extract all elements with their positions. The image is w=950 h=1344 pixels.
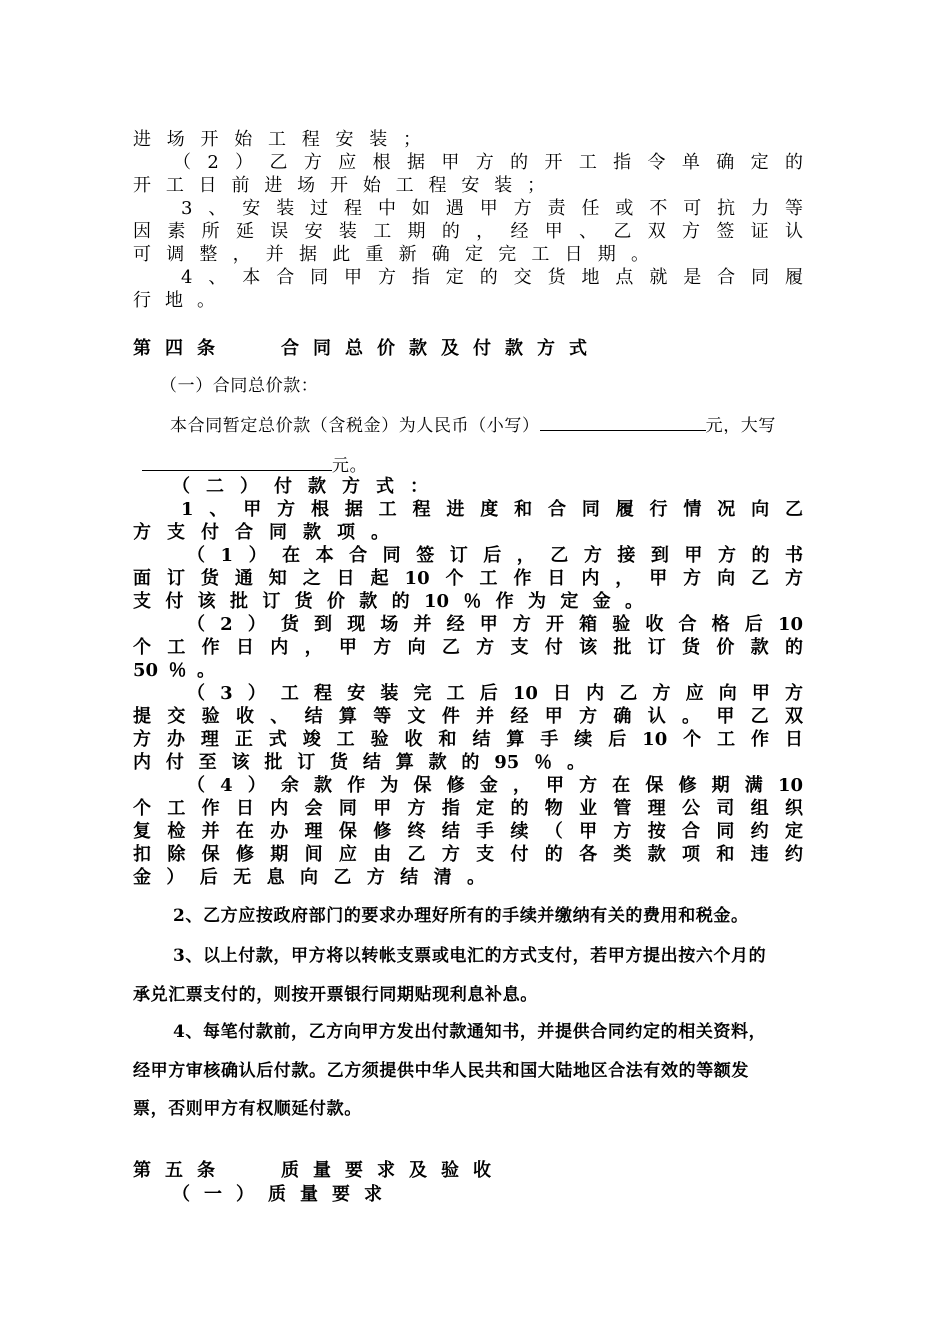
- text-line: 可调整，并据此重新确定完工日期。: [133, 244, 649, 265]
- text-line: （3）工程安装完工后10日内乙方应向甲方: [187, 683, 803, 704]
- paragraph-line: 3、以上付款，甲方将以转帐支票或电汇的方式支付，若甲方提出按六个月的: [173, 946, 767, 966]
- text-line: 支付该批订货价款的10％作为定金。: [133, 591, 643, 612]
- text-line: 方支付合同款项。: [133, 522, 389, 543]
- paragraph-line: 票，否则甲方有权顺延付款。: [133, 1099, 362, 1119]
- section-heading: （二）付款方式：: [172, 476, 444, 497]
- section-heading: （一）合同总价款：: [160, 376, 319, 396]
- price-uppercase-line: [142, 452, 442, 474]
- article-number: 第四条: [133, 338, 229, 359]
- text-line: 个工作日内会同甲方指定的物业管理公司组织: [133, 798, 803, 819]
- text-line: 因素所延误安装工期的，经甲、乙双方签证认: [133, 221, 803, 242]
- price-end: 元。: [332, 456, 368, 474]
- text-line: 行地。: [133, 290, 229, 311]
- text-line: （2）乙方应根据甲方的开工指令单确定的: [173, 152, 803, 173]
- text-line: 4、本合同甲方指定的交货地点就是合同履: [181, 267, 803, 288]
- text-line: 进场开始工程安装；: [133, 129, 433, 150]
- text-line: 1、甲方根据工程进度和合同履行情况向乙: [181, 499, 803, 520]
- uppercase-blank: [142, 452, 332, 471]
- text-line: 内付至该批订货结算款的95％。: [133, 752, 585, 773]
- text-line: 面订货通知之日起10个工作日内，甲方向乙方: [133, 568, 803, 589]
- text-line: 开工日前进场开始工程安装；: [133, 175, 545, 196]
- article-heading: [133, 338, 803, 360]
- paragraph-line: 2、乙方应按政府部门的要求办理好所有的手续并缴纳有关的费用和税金。: [173, 906, 749, 926]
- article-title: 质量要求及验收: [281, 1160, 505, 1181]
- text-line: （2）货到现场并经甲方开箱验收合格后10: [187, 614, 803, 635]
- paragraph-line: 4、每笔付款前，乙方向甲方发出付款通知书，并提供合同约定的相关资料，: [173, 1022, 767, 1042]
- text-line: 提交验收、结算等文件并经甲方确认。甲乙双: [133, 706, 803, 727]
- text-line: （4）余款作为保修金，甲方在保修期满10: [187, 775, 803, 796]
- text-line: 50％。: [133, 660, 215, 681]
- price-uppercase-label: 元，大写: [705, 416, 777, 434]
- text-line: 扣除保修期间应由乙方支付的各类款项和违约: [133, 844, 803, 865]
- article-heading: [133, 1160, 803, 1182]
- sub-heading: （一）质量要求: [172, 1184, 396, 1205]
- price-blank: [540, 412, 706, 431]
- text-line: （1）在本合同签订后，乙方接到甲方的书: [187, 545, 803, 566]
- paragraph-line: 承兑汇票支付的，则按开票银行同期贴现利息补息。: [133, 985, 538, 1005]
- paragraph-line: 经甲方审核确认后付款。乙方须提供中华人民共和国大陆地区合法有效的等额发: [133, 1061, 749, 1081]
- text-line: 复检并在办理保修终结手续（甲方按合同约定: [133, 821, 803, 842]
- article-number: 第五条: [133, 1160, 229, 1181]
- text-line: 3、安装过程中如遇甲方责任或不可抗力等: [181, 198, 803, 219]
- price-label: 本合同暂定总价款（含税金）为人民币（小写）: [170, 416, 540, 434]
- article-title: 合同总价款及付款方式: [281, 338, 601, 359]
- text-line: 方办理正式竣工验收和结算手续后10个工作日: [133, 729, 803, 750]
- price-line: [170, 412, 820, 434]
- text-line: 金）后无息向乙方结清。: [133, 867, 485, 888]
- text-line: 个工作日内，甲方向乙方支付该批订货价款的: [133, 637, 803, 658]
